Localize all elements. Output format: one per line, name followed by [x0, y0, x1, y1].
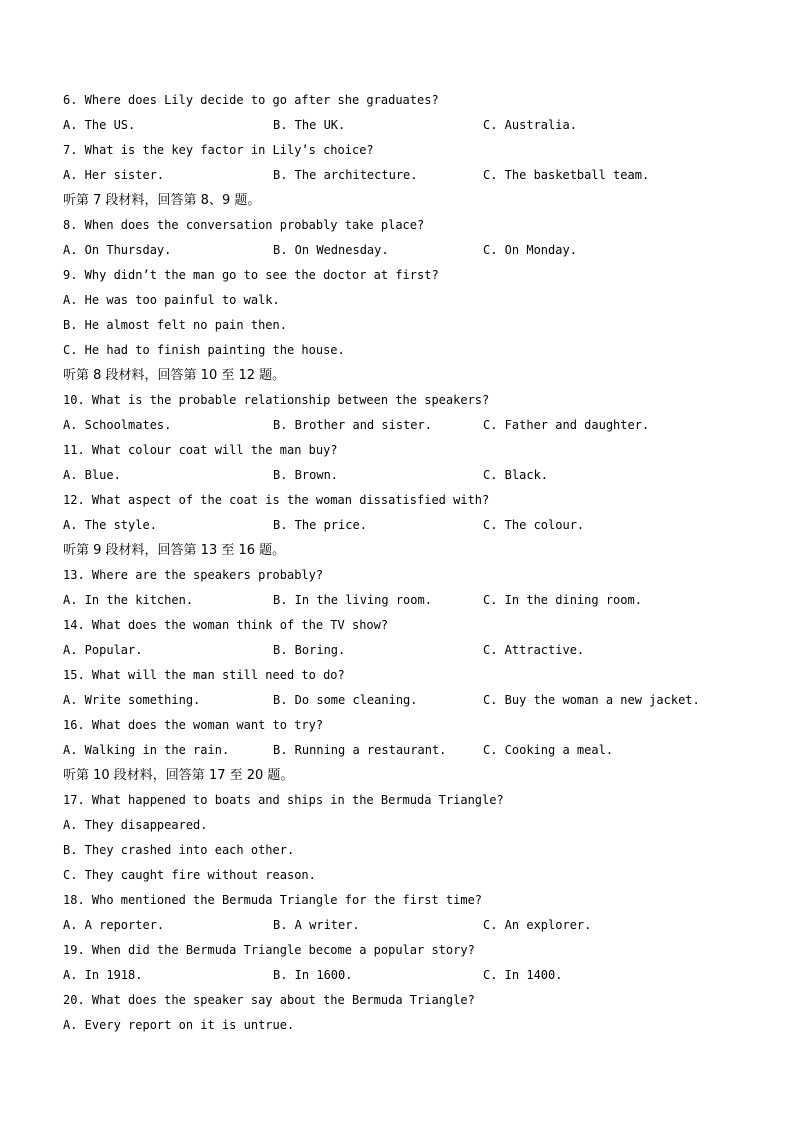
section-heading: 听第 9 段材料，回答第 13 至 16 题。 — [63, 543, 286, 558]
option-c: C. On Monday. — [483, 243, 577, 257]
option-b: B. The architecture. — [273, 168, 418, 182]
question-line: B. They crashed into each other. — [63, 843, 295, 857]
option-b: B. The UK. — [273, 118, 346, 132]
option-c: C. Cooking a meal. — [483, 743, 614, 757]
option-a: A. Blue. — [63, 468, 121, 482]
exam-page — [63, 88, 763, 1038]
option-a: A. Write something. — [63, 693, 201, 707]
question-line: 7. What is the key factor in Lily’s choice? — [63, 143, 374, 157]
question-line: A. Every report on it is untrue. — [63, 1018, 295, 1032]
question-line: C. He had to finish painting the house. — [63, 343, 345, 357]
answer-options-row — [63, 588, 763, 613]
question-line: 17. What happened to boats and ships in the Bermuda Triangle? — [63, 793, 504, 807]
answer-options-row — [63, 688, 763, 713]
option-a: A. In the kitchen. — [63, 593, 194, 607]
question-line: 14. What does the woman think of the TV show? — [63, 618, 389, 632]
option-a: A. Her sister. — [63, 168, 165, 182]
section-heading: 听第 8 段材料，回答第 10 至 12 题。 — [63, 368, 286, 383]
question-line: 13. Where are the speakers probably? — [63, 568, 324, 582]
question-line: 8. When does the conversation probably take place? — [63, 218, 425, 232]
answer-options-row — [63, 163, 763, 188]
question-line: C. They caught fire without reason. — [63, 868, 316, 882]
option-b: B. The price. — [273, 518, 367, 532]
option-b: B. In the living room. — [273, 593, 432, 607]
option-a: A. On Thursday. — [63, 243, 172, 257]
option-a: A. A reporter. — [63, 918, 165, 932]
option-b: B. Brother and sister. — [273, 418, 432, 432]
option-a: A. Schoolmates. — [63, 418, 172, 432]
option-b: B. Do some cleaning. — [273, 693, 418, 707]
question-line: 20. What does the speaker say about the Bermuda Triangle? — [63, 993, 475, 1007]
answer-options-row — [63, 738, 763, 763]
option-b: B. On Wednesday. — [273, 243, 389, 257]
option-c: C. An explorer. — [483, 918, 592, 932]
question-line: 10. What is the probable relationship between the speakers? — [63, 393, 490, 407]
option-a: A. The style. — [63, 518, 157, 532]
question-line: 16. What does the woman want to try? — [63, 718, 324, 732]
question-line: 19. When did the Bermuda Triangle become a popular story? — [63, 943, 475, 957]
question-line: B. He almost felt no pain then. — [63, 318, 287, 332]
option-c: C. The colour. — [483, 518, 585, 532]
option-c: C. Father and daughter. — [483, 418, 650, 432]
question-line: 11. What colour coat will the man buy? — [63, 443, 338, 457]
option-c: C. Buy the woman a new jacket. — [483, 693, 700, 707]
question-line: A. They disappeared. — [63, 818, 208, 832]
option-a: A. The US. — [63, 118, 136, 132]
section-heading: 听第 10 段材料，回答第 17 至 20 题。 — [63, 768, 294, 783]
option-a: A. Popular. — [63, 643, 143, 657]
answer-options-row — [63, 963, 763, 988]
answer-options-row — [63, 638, 763, 663]
option-b: B. A writer. — [273, 918, 360, 932]
option-a: A. In 1918. — [63, 968, 143, 982]
option-c: C. Black. — [483, 468, 549, 482]
question-line: 9. Why didn’t the man go to see the doctor at first? — [63, 268, 439, 282]
question-line: 6. Where does Lily decide to go after she graduates? — [63, 93, 439, 107]
answer-options-row — [63, 113, 763, 138]
question-line: A. He was too painful to walk. — [63, 293, 280, 307]
option-c: C. Australia. — [483, 118, 577, 132]
option-c: C. The basketball team. — [483, 168, 650, 182]
question-line: 15. What will the man still need to do? — [63, 668, 345, 682]
option-c: C. In the dining room. — [483, 593, 642, 607]
option-b: B. Brown. — [273, 468, 339, 482]
option-b: B. In 1600. — [273, 968, 353, 982]
answer-options-row — [63, 238, 763, 263]
answer-options-row — [63, 413, 763, 438]
option-b: B. Boring. — [273, 643, 346, 657]
section-heading: 听第 7 段材料，回答第 8、9 题。 — [63, 193, 261, 208]
option-c: C. In 1400. — [483, 968, 563, 982]
question-line: 12. What aspect of the coat is the woman dissatisfied with? — [63, 493, 490, 507]
option-b: B. Running a restaurant. — [273, 743, 447, 757]
answer-options-row — [63, 913, 763, 938]
answer-options-row — [63, 513, 763, 538]
option-a: A. Walking in the rain. — [63, 743, 230, 757]
option-c: C. Attractive. — [483, 643, 585, 657]
answer-options-row — [63, 463, 763, 488]
question-line: 18. Who mentioned the Bermuda Triangle for the first time? — [63, 893, 483, 907]
